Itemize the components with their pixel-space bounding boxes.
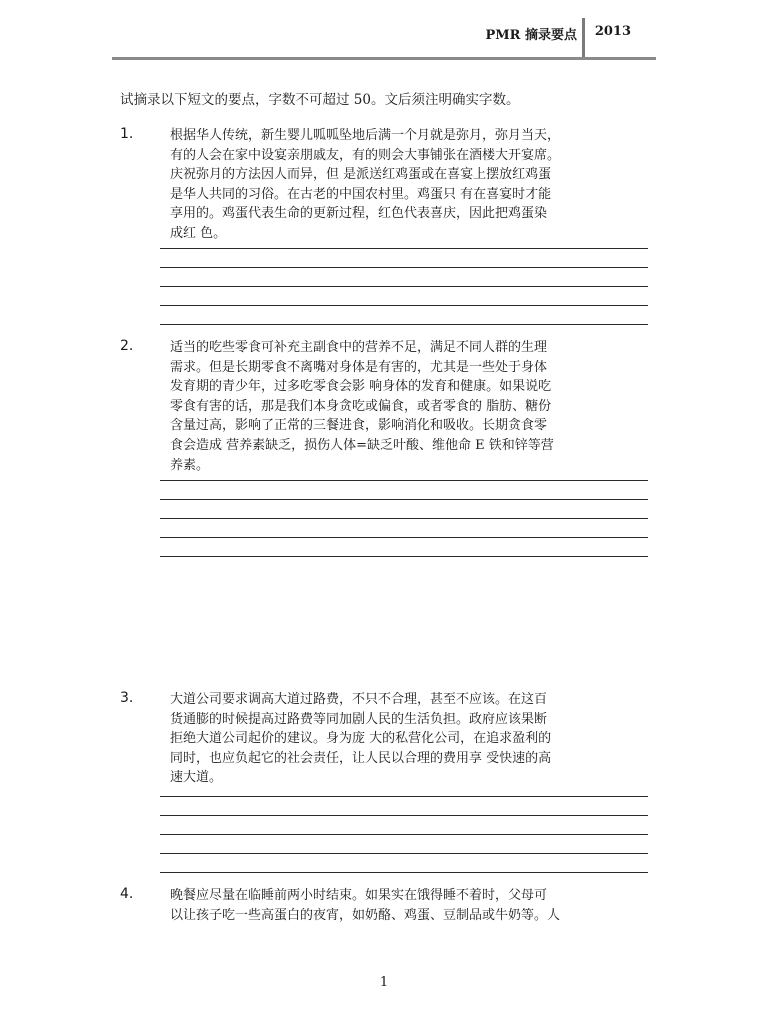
question-2-answer-area: [160, 462, 648, 557]
header-divider: [582, 18, 585, 58]
answer-line: [160, 306, 648, 325]
answer-line: [160, 249, 648, 268]
answer-line: [160, 538, 648, 557]
answer-line: [160, 500, 648, 519]
answer-line: [160, 854, 648, 873]
answer-line: [160, 797, 648, 816]
header-rule: [112, 57, 656, 60]
question-1-number: 1.: [120, 126, 134, 142]
question-3-number: 3.: [120, 690, 134, 706]
answer-line: [160, 287, 648, 306]
question-1-answer-area: [160, 230, 648, 325]
question-2-text: 适当的吃些零食可补充主副食中的营养不足，满足不同人群的生理 需求。但是长期零食不离嘴对身体是有害的，尤其是一些处于身体 发育期的青少年，过多吃零食会影 响身体的发育和健康。如果说吃 零食有害的话，那是我们本身贪吃或偏食，或者零食的 脂肪、糖份 含量过高，影响了正常的三餐进食，影响消化和吸收。长期贪食零 食会造成 营养素缺乏，损伤人体=缺乏叶酸、维他命 E 铁和锌等营 养素。: [170, 340, 554, 473]
question-3-answer-area: [160, 778, 648, 873]
page-header: [112, 18, 655, 58]
header-title: PMR 摘录要点: [485, 28, 577, 43]
question-4-number: 4.: [120, 886, 134, 902]
answer-line: [160, 778, 648, 797]
answer-line: [160, 481, 648, 500]
answer-line: [160, 835, 648, 854]
answer-line: [160, 230, 648, 249]
question-2-number: 2.: [120, 338, 134, 354]
page-number: 1: [379, 975, 389, 990]
answer-line: [160, 462, 648, 481]
question-3-text: 大道公司要求调高大道过路费，不只不合理，甚至不应该。在这百 货通膨的时候提高过路费等同加剧人民的生活负担。政府应该果断 拒绝大道公司起价的建议。身为庞 大的私营化公司，在追求盈利的 同时，也应负起它的社会责任，让人民以合理的费用享 受快速的高 速大道。: [170, 692, 552, 786]
answer-line: [160, 519, 648, 538]
question-4-text: 晚餐应尽量在临睡前两小时结束。如果实在饿得睡不着时，父母可 以让孩子吃一些高蛋白的夜宵，如奶酪、鸡蛋、豆制品或牛奶等。人: [170, 888, 561, 923]
answer-line: [160, 268, 648, 287]
header-year: 2013: [594, 24, 631, 39]
question-1-text: 根据华人传统，新生婴儿呱呱坠地后满一个月就是弥月，弥月当天， 有的人会在家中设宴亲朋戚友，有的则会大事铺张在酒楼大开宴席。 庆祝弥月的方法因人而异，但 是派送红鸡蛋或在喜宴上摆放红鸡蛋 是华人共同的习俗。在古老的中国农村里。鸡蛋只 有在喜宴时才能 享用的。鸡蛋代表生命的更新过程，红色代表喜庆，因此把鸡蛋染 成红 色。: [170, 128, 561, 241]
instruction-text: 试摘录以下短文的要点，字数不可超过 50。文后须注明确实字数。: [120, 92, 520, 108]
answer-line: [160, 816, 648, 835]
